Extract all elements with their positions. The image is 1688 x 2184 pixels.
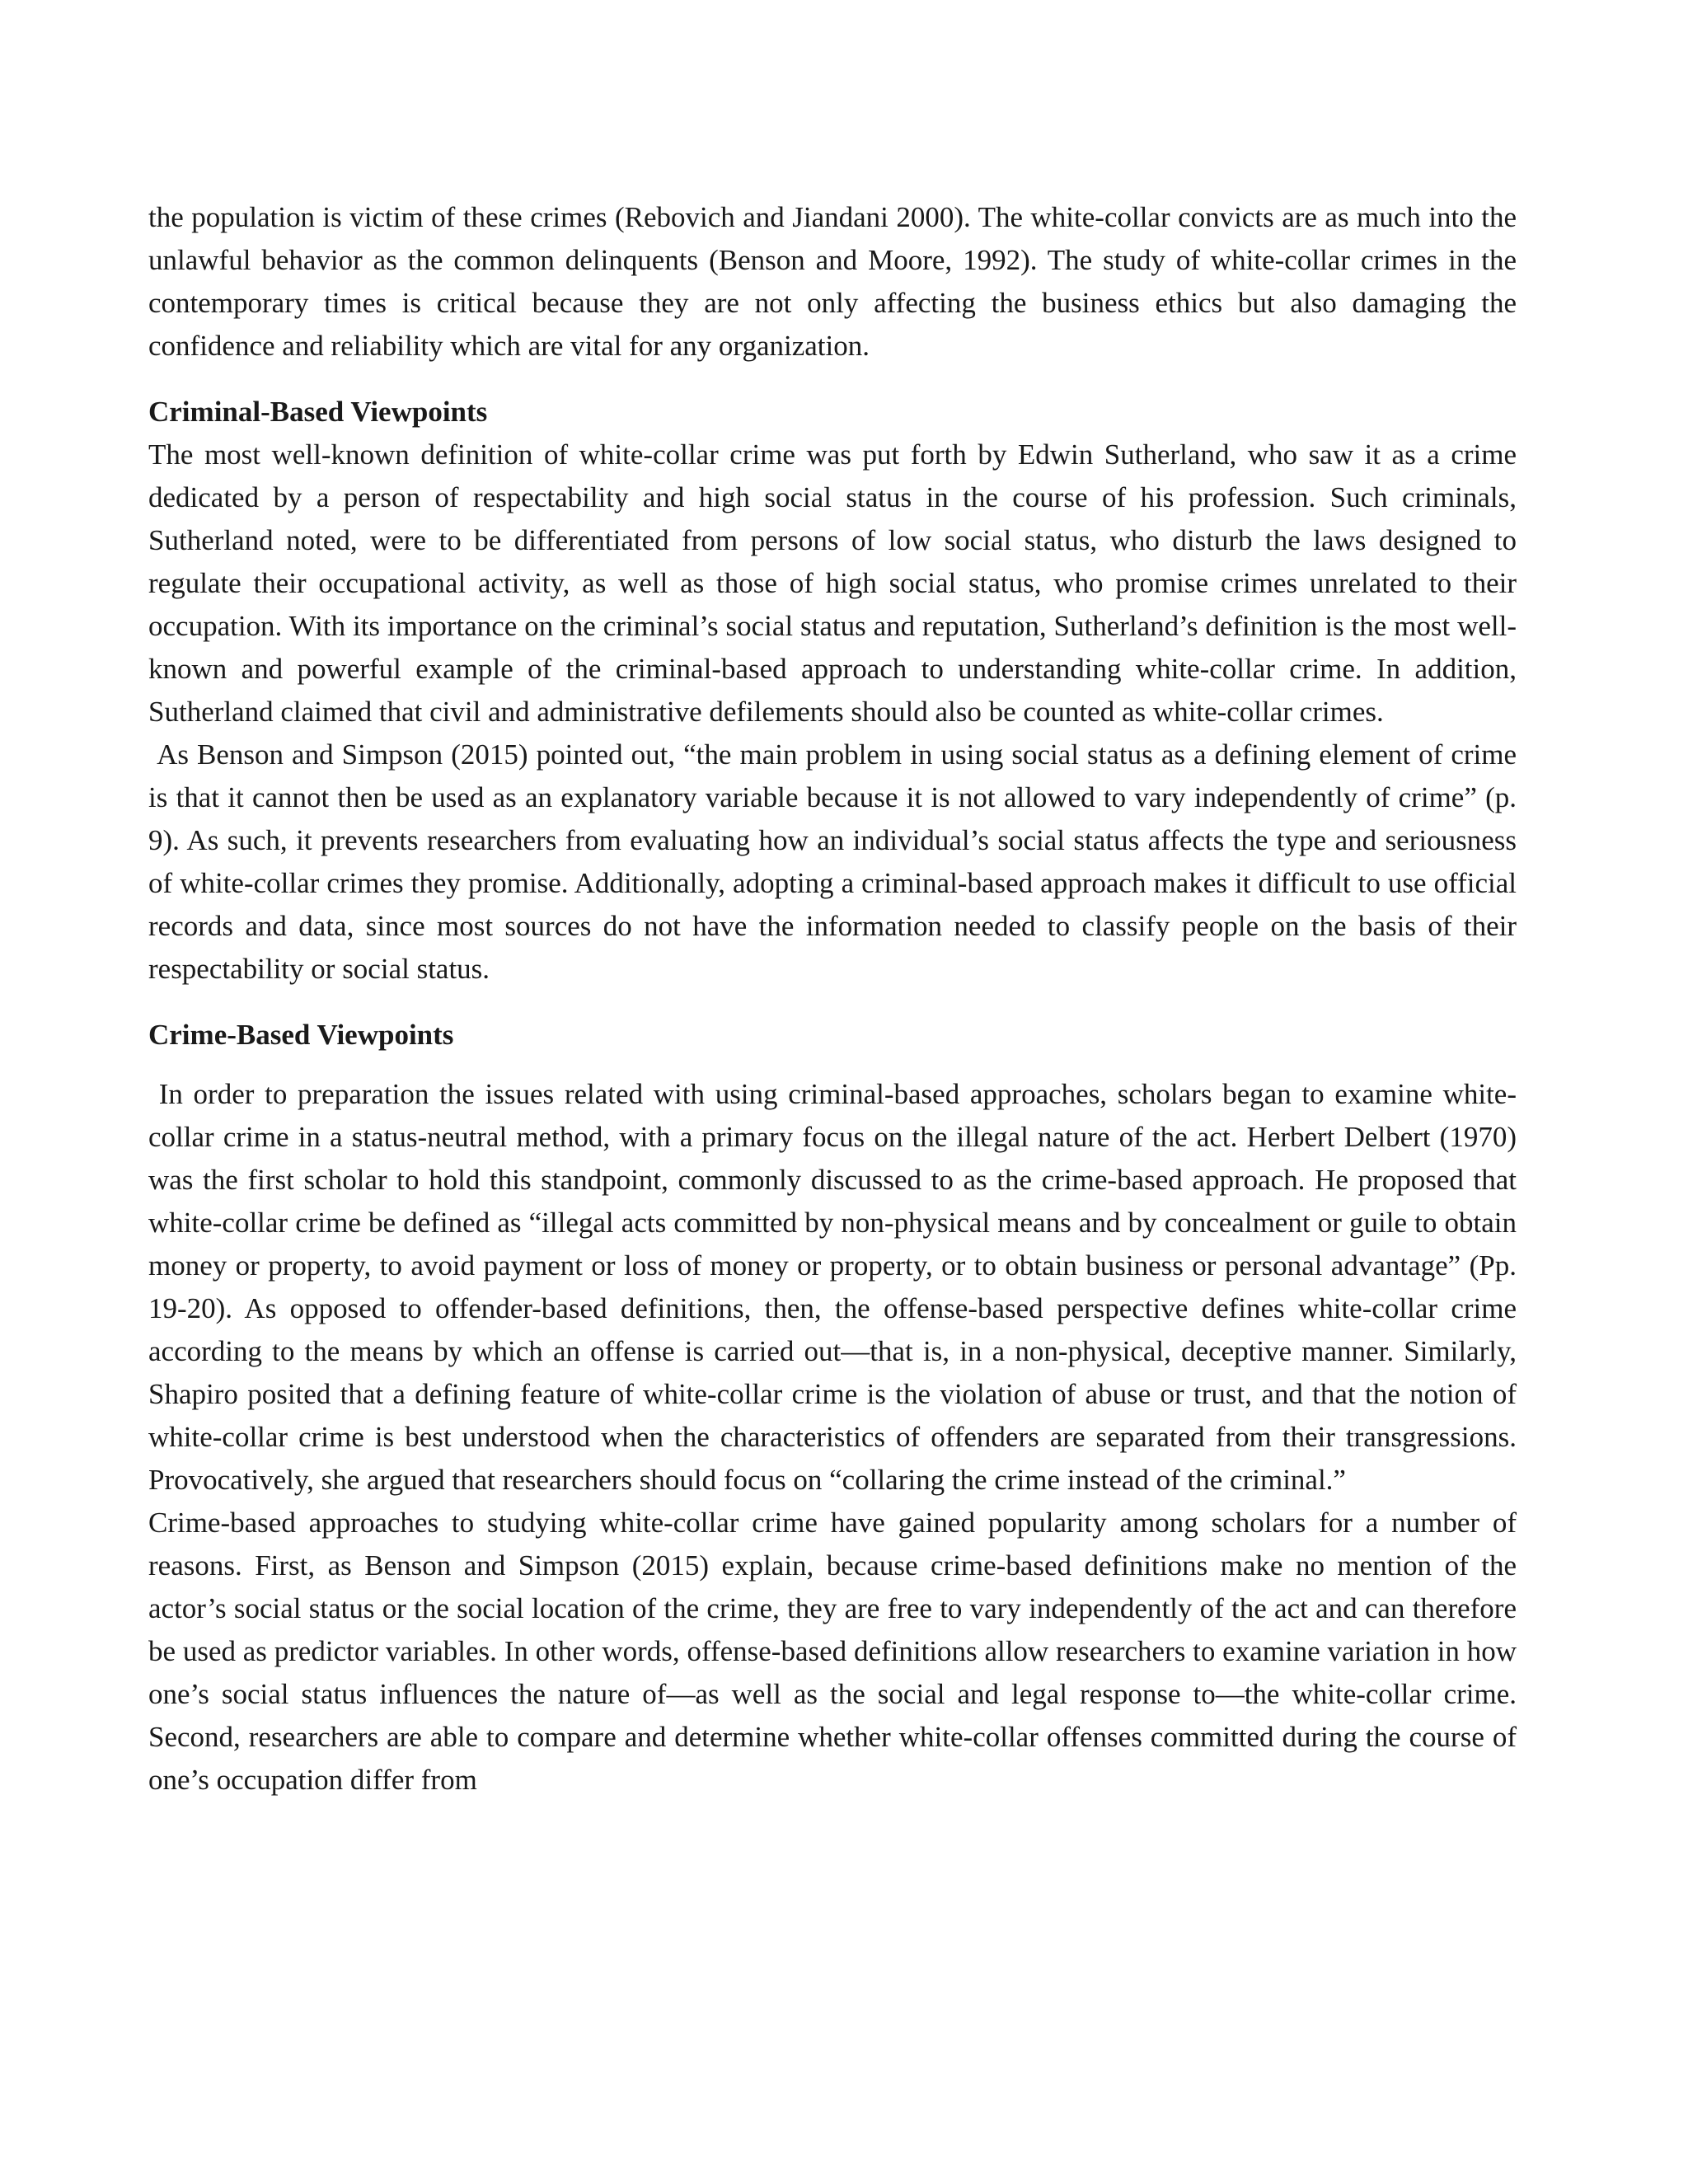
document-page bbox=[148, 196, 1524, 1802]
section-spacer bbox=[148, 991, 1517, 1014]
section-spacer bbox=[148, 368, 1517, 391]
intro-paragraph: the population is victim of these crimes (Rebovich and Jiandani 2000). The white-collar convicts are as much into the unlawful behavior as the common delinquents (Benson and Moore, 1992). The study of white-collar crimes in the contemporary times is critical because they are not only affecting the business ethics but also damaging the confidence and reliability which are vital for any organization. bbox=[148, 201, 1517, 362]
heading-spacer bbox=[148, 1057, 1517, 1073]
crime-based-paragraph-1: In order to preparation the issues related with using criminal-based approaches, scholars began to examine white-collar crime in a status-neutral method, with a primary focus on the illegal nature of the act. Herbert Delbert (1970) was the first scholar to hold this standpoint, commonly discussed to as the crime-based approach. He proposed that white-collar crime be defined as “illegal acts committed by non-physical means and by concealment or guile to obtain money or property, to avoid payment or loss of money or property, or to obtain business or personal advantage” (Pp. 19-20). As opposed to offender-based definitions, then, the offense-based perspective defines white-collar crime according to the means by which an offense is carried out—that is, in a non-physical, deceptive manner. Similarly, Shapiro posited that a defining feature of white-collar crime is the violation of abuse or trust, and that the notion of white-collar crime is best understood when the characteristics of offenders are separated from their transgressions. Provocatively, she argued that researchers should focus on “collaring the crime instead of the criminal.” bbox=[148, 1078, 1524, 1496]
criminal-based-paragraph-2: As Benson and Simpson (2015) pointed out, “the main problem in using social status as a defining element of crime is that it cannot then be used as an explanatory variable because it is not allowed to vary independently of crime” (p. 9). As such, it prevents researchers from evaluating how an individual’s social status affects the type and seriousness of white-collar crimes they promise. Additionally, adopting a criminal-based approach makes it difficult to use official records and data, since most sources do not have the information needed to classify people on the basis of their respectability or social status. bbox=[148, 738, 1524, 985]
criminal-based-paragraph-1: The most well-known definition of white-collar crime was put forth by Edwin Sutherland, who saw it as a crime dedicated by a person of respectability and high social status in the course of his profession. Such criminals, Sutherland noted, were to be differentiated from persons of low social status, who disturb the laws designed to regulate their occupational activity, as well as those of high social status, who promise crimes unrelated to their occupation. With its importance on the criminal’s social status and reputation, Sutherland’s definition is the most well-known and powerful example of the criminal-based approach to understanding white-collar crime. In addition, Sutherland claimed that civil and administrative defilements should also be counted as white-collar crimes. bbox=[148, 438, 1517, 728]
criminal-based-heading: Criminal-Based Viewpoints bbox=[148, 396, 488, 428]
crime-based-heading: Crime-Based Viewpoints bbox=[148, 1019, 454, 1051]
crime-based-paragraph-2: Crime-based approaches to studying white-collar crime have gained popularity among scholars for a number of reasons. First, as Benson and Simpson (2015) explain, because crime-based definitions make no mention of the actor’s social status or the social location of the crime, they are free to vary independently of the act and can therefore be used as predictor variables. In other words, offense-based definitions allow researchers to examine variation in how one’s social status influences the nature of—as well as the social and legal response to—the white-collar crime. Second, researchers are able to compare and determine whether white-collar offenses committed during the course of one’s occupation differ from bbox=[148, 1507, 1517, 1796]
